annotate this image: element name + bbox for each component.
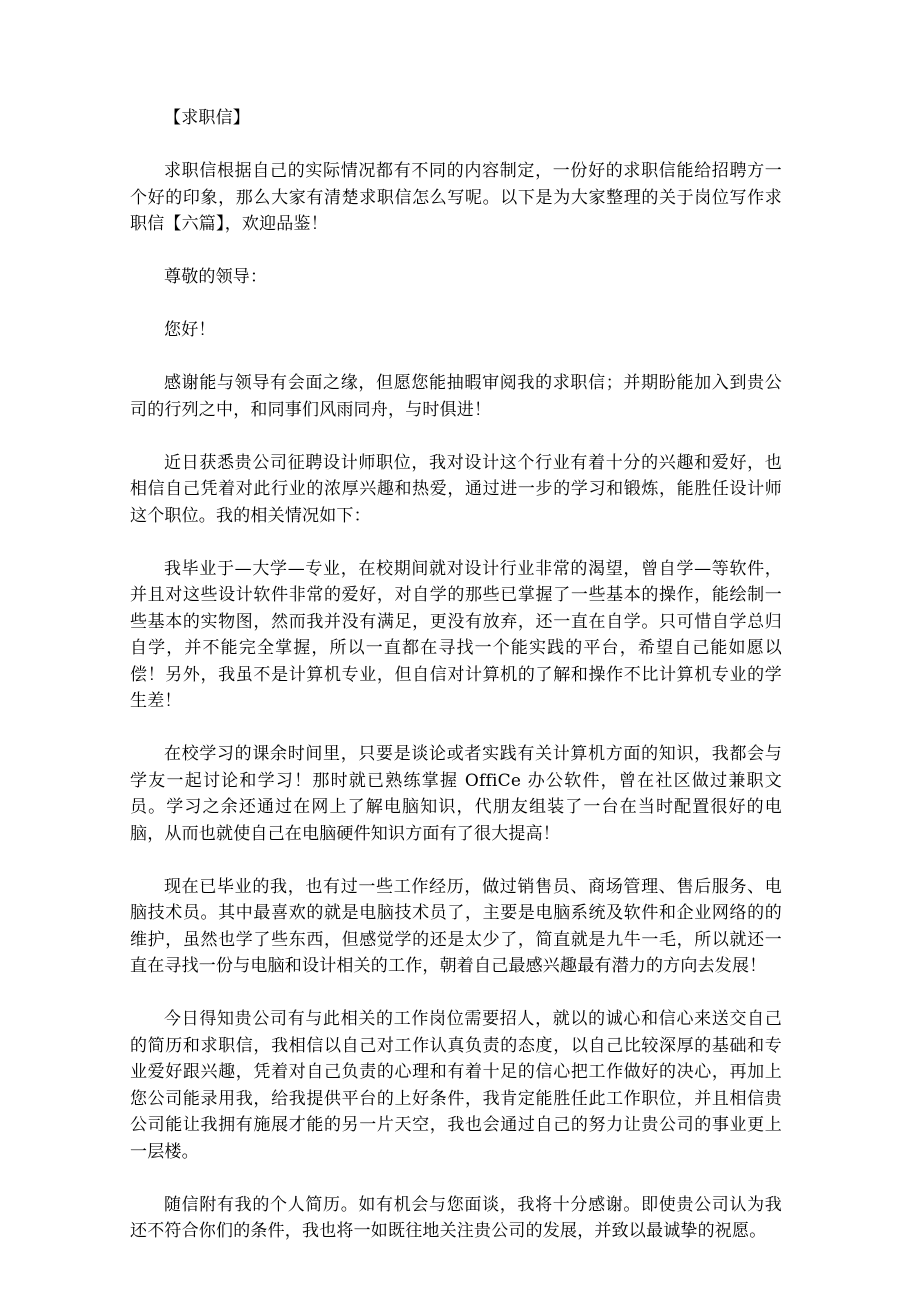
closing-paragraph: 随信附有我的个人简历。如有机会与您面谈，我将十分感谢。即使贵公司认为我还不符合你们的条件，我也将一如既往地关注贵公司的发展，并致以最诚挚的祝愿。	[130, 1194, 782, 1241]
body-paragraph: 今日得知贵公司有与此相关的工作岗位需要招人，就以的诚心和信心来送交自己的简历和求职信，我相信以自己对工作认真负责的态度，以自己比较深厚的基础和专业爱好跟兴趣，凭着对自己负责的心理和有着十足的信心把工作做好的决心，再加上您公司能录用我，给我提供平台的上好条件，我肯定能胜任此工作职位，并且相信贵公司能让我拥有施展才能的另一片天空，我也会通过自己的努力让贵公司的事业更上一层楼。	[130, 1009, 782, 1162]
body-paragraph: 在校学习的课余时间里，只要是谈论或者实践有关计算机方面的知识，我都会与学友一起讨论和学习！那时就已熟练掌握 OffiCe 办公软件，曾在社区做过兼职文员。学习之余还通过在网上了解电脑知识，代朋友组装了一台在当时配置很好的电脑，从而也就使自己在电脑硬件知识方面有了很大提高！	[130, 744, 782, 844]
salutation: 尊敬的领导：	[164, 267, 268, 287]
intro-paragraph: 求职信根据自己的实际情况都有不同的内容制定，一份好的求职信能给招聘方一个好的印象，那么大家有清楚求职信怎么写呢。以下是为大家整理的关于岗位写作求职信【六篇】，欢迎品鉴！	[130, 161, 782, 234]
body-paragraph: 近日获悉贵公司征聘设计师职位，我对设计这个行业有着十分的兴趣和爱好，也相信自己凭着对此行业的浓厚兴趣和热爱，通过进一步的学习和锻炼，能胜任设计师这个职位。我的相关情况如下：	[130, 452, 782, 526]
document-body	[130, 105, 782, 1271]
greeting: 您好！	[164, 320, 216, 340]
body-paragraph: 我毕业于—大学—专业，在校期间就对设计行业非常的渴望，曾自学—等软件，并且对这些设计软件非常的爱好，对自学的那些已掌握了一些基本的操作，能绘制一些基本的实物图，然而我并没有满足，更没有放弃，还一直在自学。只可惜自学总归自学，并不能完全掌握，所以一直都在寻找一个能实践的平台，希望自己能如愿以偿！另外，我虽不是计算机专业，但自信对计算机的了解和操作不比计算机专业的学生差！	[130, 558, 782, 711]
body-paragraph: 感谢能与领导有会面之缘，但愿您能抽暇审阅我的求职信；并期盼能加入到贵公司的行列之中，和同事们风雨同舟，与时俱进！	[130, 373, 782, 420]
document-title: 【求职信】	[164, 108, 250, 128]
body-paragraph: 现在已毕业的我，也有过一些工作经历，做过销售员、商场管理、售后服务、电脑技术员。其中最喜欢的就是电脑技术员了，主要是电脑系统及软件和企业网络的的维护，虽然也学了些东西，但感觉学的还是太少了，简直就是九牛一毛，所以就还一直在寻找一份与电脑和设计相关的工作，朝着自己最感兴趣最有潜力的方向去发展！	[130, 876, 782, 976]
